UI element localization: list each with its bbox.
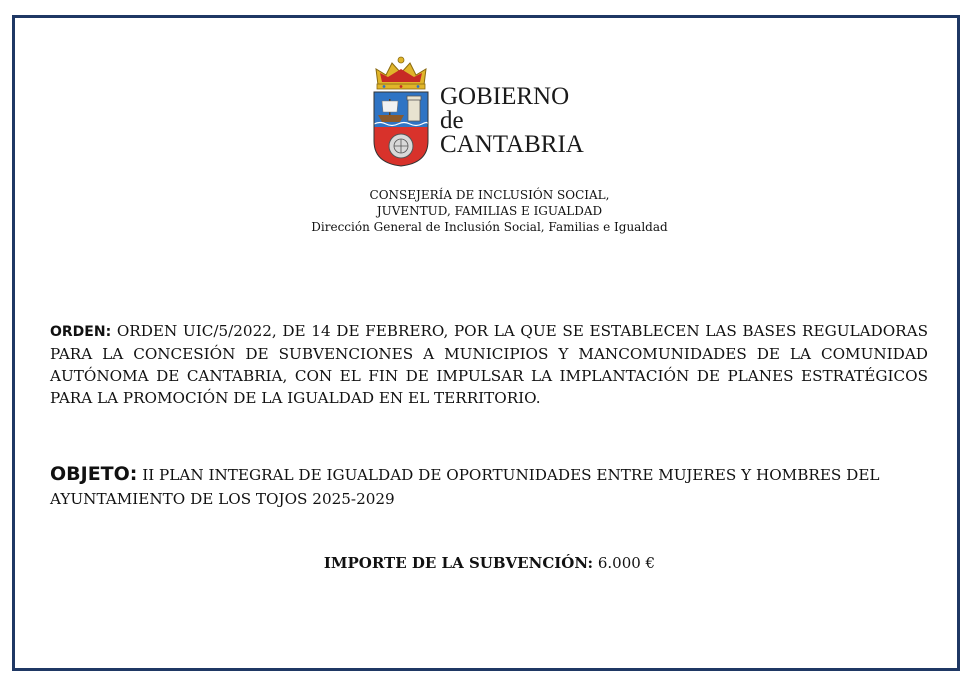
orden-paragraph [50,320,928,409]
importe-value: 6.000 € [597,554,656,572]
orden-text: ORDEN UIC/5/2022, DE 14 DE FEBRERO, POR LA QUE SE ESTABLECEN LAS BASES REGULADORAS PARA LA CONCESIÓN DE SUBVENCIONES A MUNICIPIOS Y MANCOMUNIDADES DE LA COMUNIDAD AUTÓNOMA DE CANTABRIA, CON EL FIN DE IMPULSAR LA IMPLANTACIÓN DE PLANES ESTRATÉGICOS PARA LA PROMOCIÓN DE LA IGUALDAD EN EL TERRITORIO. [50,322,928,407]
orden-label: ORDEN: [50,324,112,340]
department-line-3: Dirección General de Inclusión Social, Familias e Igualdad [311,220,668,234]
importe-label: IMPORTE DE LA SUBVENCIÓN: [323,554,594,572]
objeto-text: II PLAN INTEGRAL DE IGUALDAD DE OPORTUNIDADES ENTRE MUJERES Y HOMBRES DEL AYUNTAMIENTO DE LOS TOJOS 2025-2029 [50,466,880,508]
department-line-2: JUVENTUD, FAMILIAS E IGUALDAD [376,204,603,218]
objeto-label: OBJETO: [50,463,138,485]
logo-line-2: de [440,107,464,134]
logo-line-1: GOBIERNO [440,83,570,110]
objeto-paragraph [50,462,928,511]
importe-line [0,552,979,574]
department-line-1: CONSEJERÍA DE INCLUSIÓN SOCIAL, [369,188,610,202]
coat-of-arms-icon [370,55,432,167]
logo-line-3: CANTABRIA [440,131,584,158]
gobierno-cantabria-logo [370,55,595,170]
department-header [0,187,979,235]
logo-wordmark [440,85,584,157]
